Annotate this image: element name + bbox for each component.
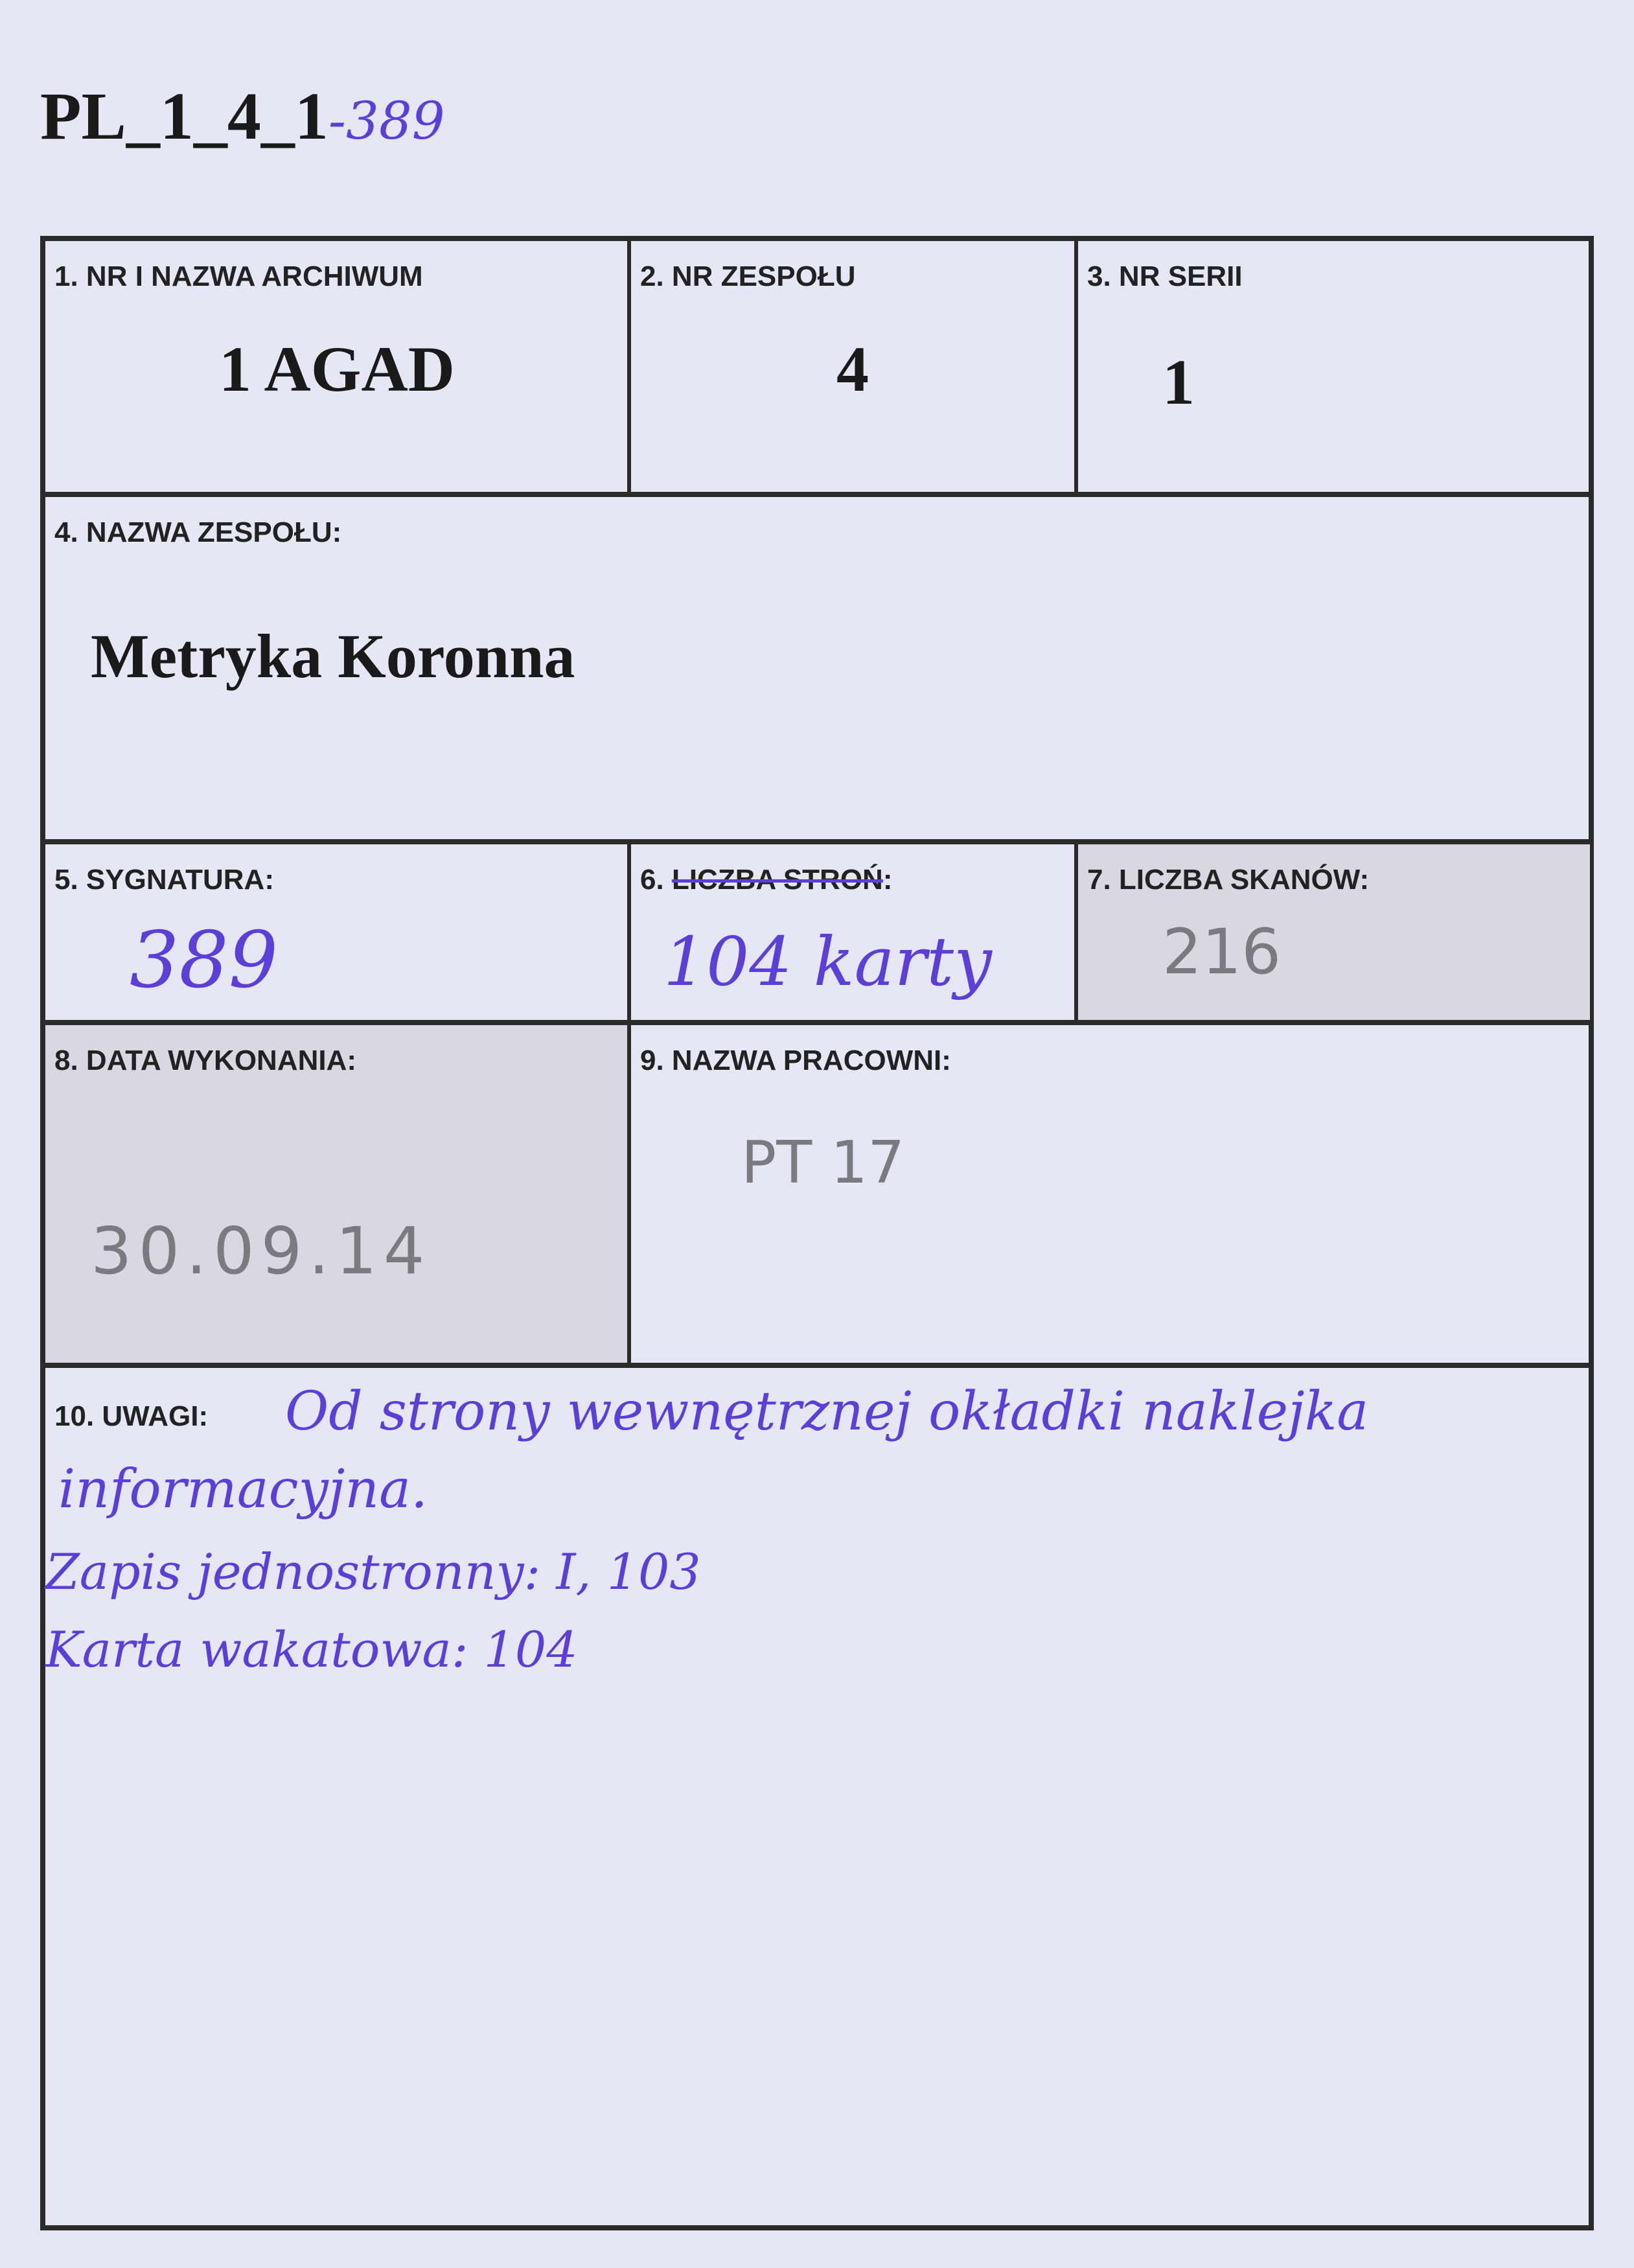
remarks-line: Zapis jednostronny: I, 103 (45, 1543, 701, 1601)
archive-cell (45, 241, 631, 497)
scan-count-label: 7. LICZBA SKANÓW: (1087, 864, 1370, 896)
metadata-form (40, 236, 1594, 2230)
archive-label: 1. NR I NAZWA ARCHIWUM (54, 260, 423, 292)
workshop-label: 9. NAZWA PRACOWNI: (640, 1045, 951, 1076)
date-value: 30.09.14 (91, 1213, 432, 1289)
remarks-line: Karta wakatowa: 104 (45, 1621, 578, 1678)
document-code-text: PL_1_4_1 (40, 79, 328, 154)
signature-label: 5. SYGNATURA: (54, 864, 274, 896)
page-count-label-struck: LICZBA STROŃ (671, 864, 883, 896)
scan-count-value: 216 (1162, 916, 1282, 988)
fonds-number-label: 2. NR ZESPOŁU (640, 260, 856, 292)
page-count-label-prefix: 6. (640, 864, 664, 896)
scan-count-cell (1078, 844, 1590, 1025)
archive-value: 1 AGAD (219, 333, 455, 405)
remarks-line: informacyjna. (58, 1459, 428, 1520)
workshop-cell (631, 1025, 1590, 1368)
page-count-label (640, 864, 893, 896)
signature-value: 389 (130, 916, 279, 1006)
page-count-value: 104 karty (663, 922, 992, 1001)
series-number-cell (1078, 241, 1590, 497)
date-cell (45, 1025, 631, 1368)
remarks-cell (45, 1368, 1590, 2225)
page-count-cell (631, 844, 1078, 1025)
fonds-number-cell (631, 241, 1078, 497)
fonds-name-value: Metryka Koronna (91, 621, 575, 691)
remarks-label: 10. UWAGI: (54, 1400, 209, 1432)
signature-cell (45, 844, 631, 1025)
document-code (40, 78, 445, 155)
series-number-value: 1 (1162, 346, 1195, 418)
date-label: 8. DATA WYKONANIA: (54, 1045, 357, 1076)
fonds-number-value: 4 (836, 333, 869, 405)
workshop-value: PT 17 (741, 1129, 905, 1197)
document-code-suffix: -389 (328, 91, 445, 151)
page-count-label-suffix: : (882, 864, 893, 896)
remarks-line: Od strony wewnętrznej okładki naklejka (285, 1381, 1369, 1442)
series-number-label: 3. NR SERII (1087, 260, 1243, 292)
fonds-name-cell (45, 497, 1590, 844)
fonds-name-label: 4. NAZWA ZESPOŁU: (54, 516, 342, 548)
